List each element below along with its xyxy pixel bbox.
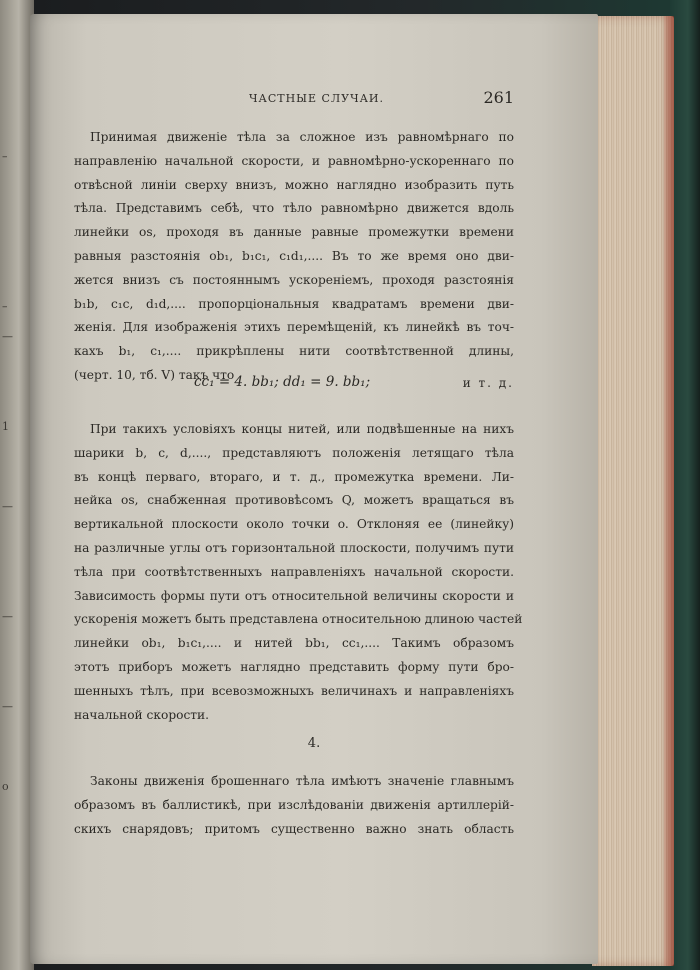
text-line: тѣла при соотвѣтственныхъ направленiяхъ начальной скорости.: [74, 564, 514, 579]
text-line: шенныхъ тѣлъ, при всевозможныхъ величинахъ и направленiяхъ: [74, 683, 514, 698]
formula: [74, 374, 514, 400]
facing-page-fragment: —: [2, 610, 13, 623]
text-line: линейки os, проходя въ данные равные промежутки времени: [74, 225, 514, 240]
section-number: 4.: [307, 736, 321, 751]
facing-page-fragment: —: [2, 330, 13, 343]
facing-page-fragment: —: [2, 500, 13, 513]
running-head: ЧАСТНЫЕ СЛУЧАИ.: [249, 92, 384, 105]
text-line: этотъ приборъ можетъ наглядно представить форму пути бро-: [74, 659, 514, 674]
text-line: направленiю начальной скорости, и равномѣрно-ускореннаго по: [74, 153, 514, 168]
facing-page-fragment: —: [2, 700, 13, 713]
text-line: тѣла. Представимъ себѣ, что тѣло равномѣрно движется вдоль: [74, 201, 514, 216]
text-line: Законы движенiя брошеннаго тѣла имѣютъ значенie главнымъ: [90, 774, 514, 788]
text-line: линейки ob₁, b₁c₁,.... и нитей bb₁, cc₁,.... Такимъ образомъ: [74, 636, 514, 651]
text-line: на различные углы отъ горизонтальной плоскости, получимъ пути: [74, 540, 514, 555]
text-line: начальной скорости.: [74, 707, 210, 722]
text-line: нейка os, снабженная противовѣсомъ Q, можетъ вращаться въ: [74, 493, 514, 508]
paragraph-2: [74, 418, 523, 727]
text-line: ускоренiя можетъ быть представлена относительною длиною частей: [74, 612, 523, 627]
page-number: 261: [483, 88, 514, 107]
facing-page-fragment: –: [2, 150, 8, 163]
text-line: При такихъ условiяхъ концы нитей, или подвѣшенные на нихъ: [90, 422, 514, 436]
facing-page-sliver: [0, 0, 34, 970]
text-line: Зависимость формы пути отъ относительной величины скорости и: [74, 588, 514, 603]
facing-page-fragment: –: [2, 300, 8, 313]
text-line: шарики b, c, d,...., представляютъ положенiя летящаго тѣла: [74, 445, 514, 460]
facing-page-fragment: o: [2, 780, 9, 793]
text-line: жется внизъ съ постояннымъ ускоренiемъ, проходя разстоянiя: [74, 272, 514, 287]
paragraph-1: [74, 126, 514, 388]
text-line: (черт. 10, тб. V) такъ что: [74, 367, 235, 382]
text-line: кахъ b₁, c₁,.... прикрѣплены нити соотвѣтственной длины,: [74, 344, 514, 359]
text-line: Принимая движенie тѣла за сложное изъ равномѣрнаго по: [90, 130, 514, 144]
page-edges: [592, 16, 674, 966]
book-cover-edge: [670, 0, 700, 970]
text-line: скихъ снарядовъ; притомъ существенно важно знать область: [74, 821, 514, 836]
text-line: b₁b, c₁c, d₁d,.... пропорцiональныя квадратамъ времени дви-: [74, 296, 514, 311]
formula-suffix: и т. д.: [462, 376, 514, 390]
facing-page-fragment: 1: [2, 420, 9, 433]
book-page: [30, 14, 598, 964]
text-line: отвѣсной линiи сверху внизъ, можно наглядно изобразить путь: [74, 177, 514, 192]
page-header: [74, 88, 514, 112]
paragraph-3: [74, 770, 514, 841]
text-line: женiя. Для изображенiя этихъ перемѣщенiй, къ линейкѣ въ точ-: [74, 320, 514, 335]
text-line: образомъ въ баллистикѣ, при изслѣдованiи движенiя артиллерiй-: [74, 797, 514, 812]
text-line: равныя разстоянiя ob₁, b₁c₁, c₁d₁,.... Въ то же время оно дви-: [74, 248, 514, 263]
text-line: вертикальной плоскости около точки o. Отклоняя ее (линейку): [74, 517, 514, 532]
formula-expression: cc₁ = 4. bb₁; dd₁ = 9. bb₁;: [194, 374, 371, 390]
text-line: въ концѣ перваго, втораго, и т. д., промежутка времени. Ли-: [74, 469, 514, 484]
